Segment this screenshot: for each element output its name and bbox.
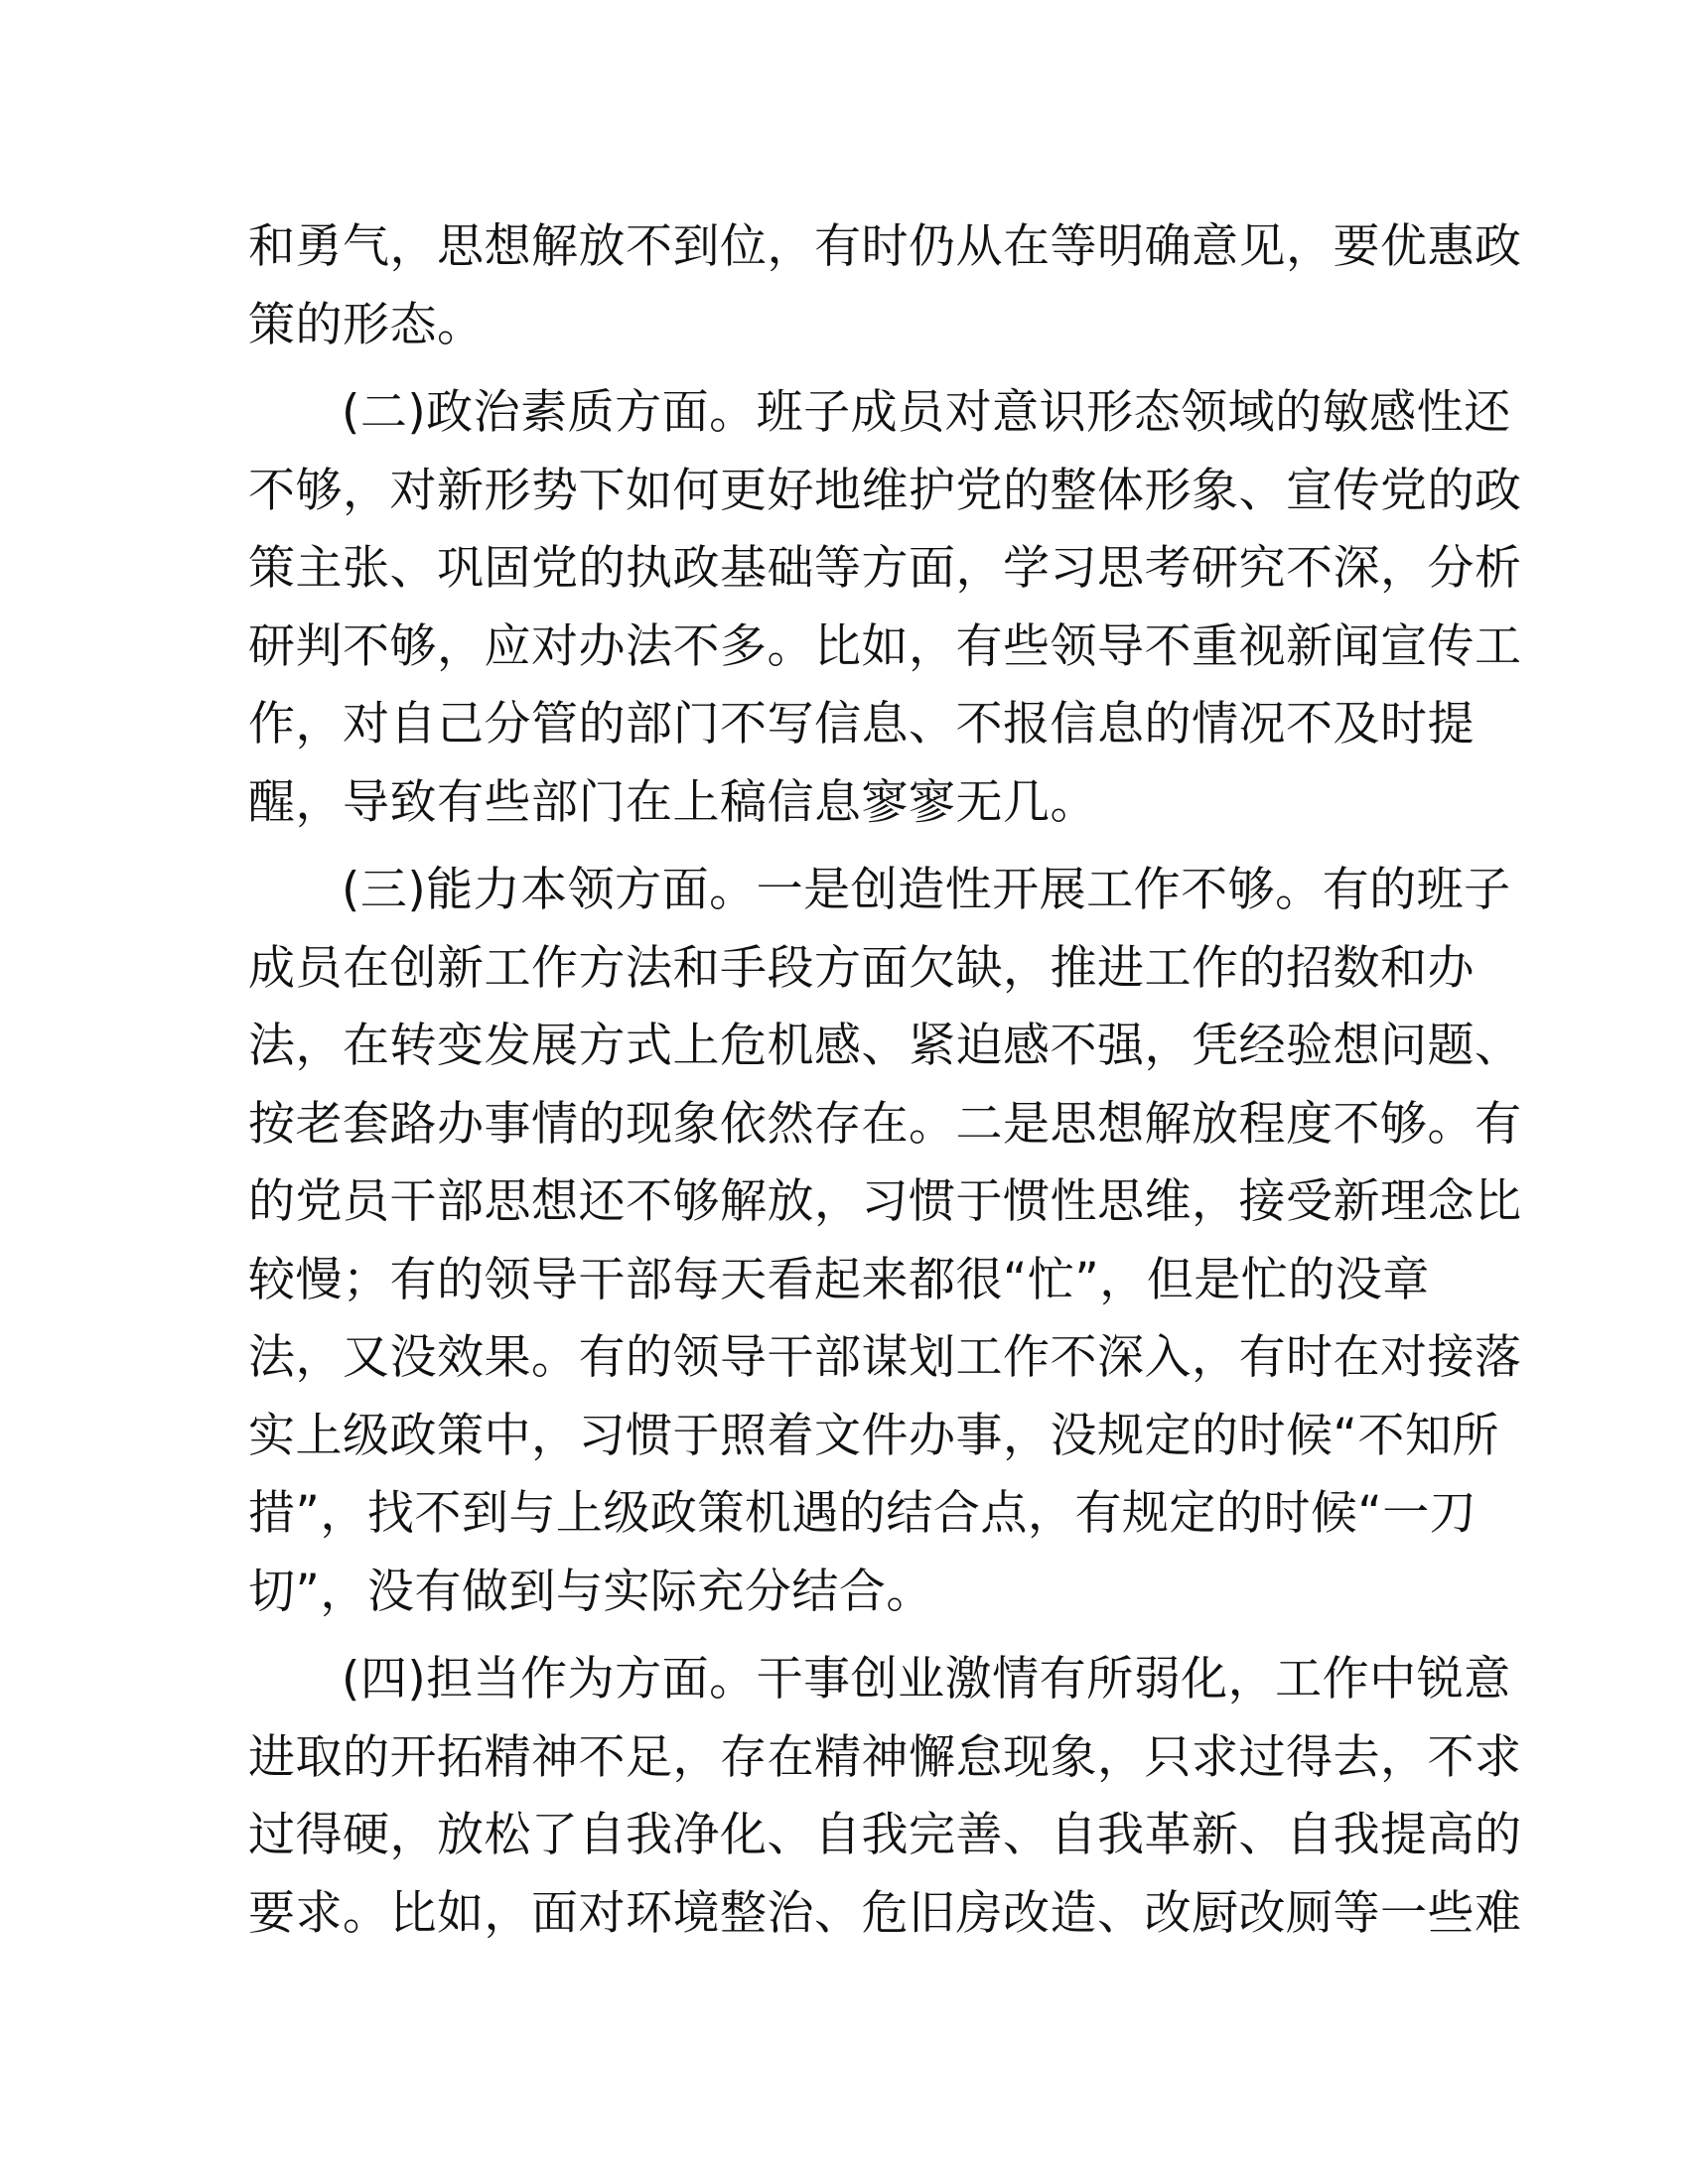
text-line: 较慢；有的领导干部每天看起来都很“忙”，但是忙的没章: [248, 1252, 1430, 1307]
text-line: 要求。比如，面对环境整治、危旧房改造、改厨改厕等一些难: [248, 1885, 1522, 1941]
text-line: 法，在转变发展方式上危机感、紧迫感不强，凭经验想问题、: [248, 1019, 1522, 1073]
text-line: 醒，导致有些部门在上稿信息寥寥无几。: [248, 774, 1097, 830]
text-line: 过得硬，放松了自我净化、自我完善、自我革新、自我提高的: [248, 1808, 1522, 1862]
paragraph-political-quality: [248, 374, 1522, 842]
document-body: [248, 208, 1522, 1963]
text-line: 的党员干部思想还不够解放，习惯于惯性思维，接受新理念比: [248, 1174, 1522, 1229]
text-line: 切”，没有做到与实际充分结合。: [248, 1564, 933, 1619]
text-line: 不够，对新形势下如何更好地维护党的整体形象、宣传党的政: [248, 463, 1522, 518]
text-line: (二)政治素质方面。班子成员对意识形态领域的敏感性还: [342, 385, 1511, 440]
text-line: (四)担当作为方面。干事创业激情有所弱化，工作中锐意: [342, 1652, 1511, 1706]
text-line: 进取的开拓精神不足，存在精神懈怠现象，只求过得去，不求: [248, 1729, 1522, 1785]
text-line: 研判不够，应对办法不多。比如，有些领导不重视新闻宣传工: [248, 618, 1522, 674]
text-line: 策主张、巩固党的执政基础等方面，学习思考研究不深，分析: [248, 541, 1522, 596]
text-line: 措”，找不到与上级政策机遇的结合点，有规定的时候“一刀: [248, 1486, 1477, 1541]
text-line: 按老套路办事情的现象依然存在。二是思想解放程度不够。有: [248, 1096, 1522, 1152]
text-line: 实上级政策中，习惯于照着文件办事，没规定的时候“不知所: [248, 1408, 1499, 1463]
text-line: 成员在创新工作方法和手段方面欠缺，推进工作的招数和办: [248, 940, 1475, 996]
paragraph-ability: [248, 852, 1522, 1631]
paragraph-responsibility: [248, 1641, 1522, 1953]
text-line: (三)能力本领方面。一是创造性开展工作不够。有的班子: [342, 863, 1511, 917]
paragraph-continuation: [248, 208, 1522, 364]
text-line: 法，又没效果。有的领导干部谋划工作不深入，有时在对接落: [248, 1330, 1522, 1385]
text-line: 作，对自己分管的部门不写信息、不报信息的情况不及时提: [248, 697, 1475, 751]
text-line: 和勇气，思想解放不到位，有时仍从在等明确意见，要优惠政: [248, 219, 1522, 274]
text-line: 策的形态。: [248, 297, 485, 352]
